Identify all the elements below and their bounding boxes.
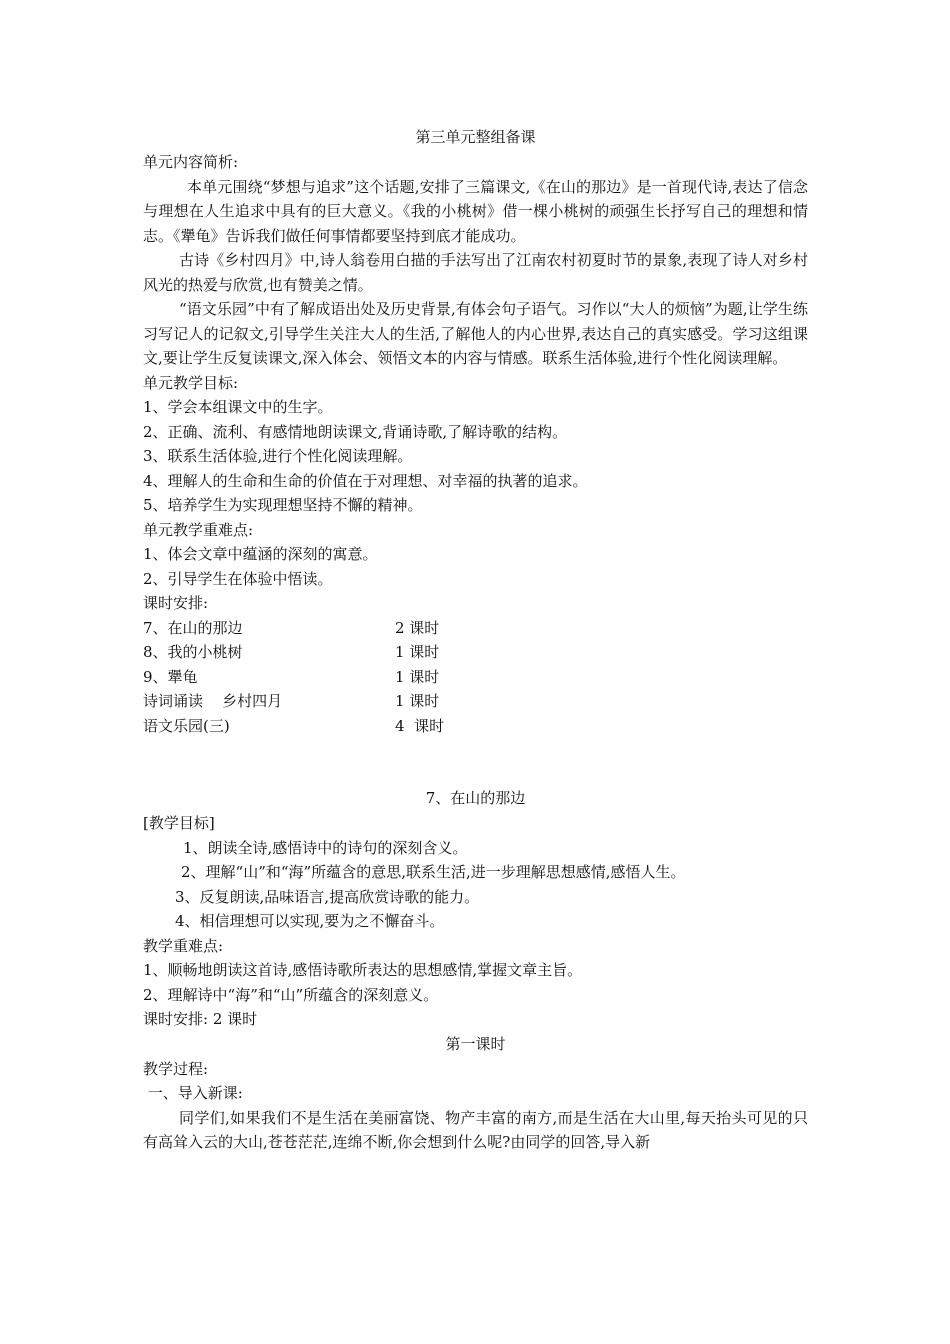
unit-difficulty-heading: 单元教学重难点: (143, 520, 254, 539)
period-title: 第一课时 (445, 1034, 506, 1053)
unit-schedule-heading: 课时安排: (143, 594, 209, 612)
unit-goals-heading: 单元教学目标: (143, 373, 239, 392)
schedule-lesson: 诗词诵读 乡村四月 (143, 692, 283, 710)
schedule-hours: 1 课时 (395, 667, 440, 686)
schedule-row (143, 689, 808, 714)
schedule-row (143, 665, 808, 690)
unit-difficulty-item: 1、体会文章中蕴涵的深刻的寓意。 (143, 545, 378, 563)
lesson-difficulty-item: 2、理解诗中“海”和“山”所蕴含的深刻意义。 (143, 985, 439, 1004)
unit-difficulty-item: 2、引导学生在体验中悟读。 (143, 569, 333, 588)
step1-paragraph: 同学们,如果我们不是生活在美丽富饶、物产丰富的南方,而是生活在大山里,每天抬头可见的只有高耸入云的大山,苍苍茫茫,连绵不断,你会想到什么呢?由同学的回答,导入新 (143, 1108, 808, 1151)
unit-title: 第三单元整组备课 (415, 128, 536, 146)
analysis-paragraph-3: “语文乐园”中有了解成语出处及历史背景,有体会句子语气。习作以“大人的烦恼”为题,让学生练习写记人的记叙文,引导学生关注大人的生活,了解他人的内心世界,表达自己的真实感受。学习这组课文,要让学生反复读课文,深入体会、领悟文本的内容与情感。联系生活体验,进行个性化阅读理解。 (143, 300, 808, 367)
schedule-lesson: 9、犟龟 (143, 667, 198, 686)
lesson-title: 7、在山的那边 (425, 789, 526, 807)
schedule-lesson: 7、在山的那边 (143, 618, 243, 637)
lesson-goal-item: 1、朗读全诗,感悟诗中的诗句的深刻含义。 (183, 838, 468, 857)
analysis-paragraph-2: 古诗《乡村四月》中,诗人翁卷用白描的手法写出了江南农村初夏时节的景象,表现了诗人对乡村风光的热爱与欣赏,也有赞美之情。 (143, 251, 808, 294)
step1-heading: 一、导入新课: (143, 1084, 243, 1102)
schedule-hours: 1 课时 (395, 643, 440, 661)
lesson-goal-item: 2、理解“山”和“海”所蕴含的意思,联系生活,进一步理解思想感情,感悟人生。 (181, 863, 686, 881)
unit-goal-item: 4、理解人的生命和生命的价值在于对理想、对幸福的执著的追求。 (143, 471, 588, 490)
lesson-schedule-line: 课时安排: 2 课时 (143, 1010, 258, 1028)
analysis-paragraph-1: 本单元围绕“梦想与追求”这个话题,安排了三篇课文,《在山的那边》是一首现代诗,表达了信念与理想在人生追求中具有的巨大意义。《我的小桃树》借一棵小桃树的顽强生长抒写自己的理想和情志。《犟龟》告诉我们做任何事情都要坚持到底才能成功。 (143, 177, 808, 245)
schedule-hours: 4 课时 (395, 716, 445, 735)
schedule-row (143, 616, 808, 641)
schedule-row (143, 640, 808, 665)
analysis-heading: 单元内容简析: (143, 153, 239, 171)
lesson-goal-item: 3、反复朗读,品味语言,提高欣赏诗歌的能力。 (175, 887, 480, 906)
section-spacer (143, 738, 808, 786)
schedule-lesson: 8、我的小桃树 (143, 643, 243, 661)
lesson-difficulty-item: 1、顺畅地朗读这首诗,感悟诗歌所表达的思想感情,掌握文章主旨。 (143, 961, 583, 979)
unit-goal-item: 5、培养学生为实现理想坚持不懈的精神。 (143, 496, 423, 514)
schedule-hours: 2 课时 (395, 618, 440, 637)
lesson-goal-item: 4、相信理想可以实现,要为之不懈奋斗。 (175, 912, 445, 930)
lesson-difficulty-heading: 教学重难点: (143, 936, 224, 955)
document-body (143, 125, 808, 1155)
lesson-goals-heading: [教学目标] (143, 814, 215, 832)
unit-goal-item: 2、正确、流利、有感情地朗读课文,背诵诗歌,了解诗歌的结构。 (143, 422, 568, 441)
process-heading: 教学过程: (143, 1059, 209, 1078)
unit-goal-item: 1、学会本组课文中的生字。 (143, 398, 333, 416)
schedule-row (143, 714, 808, 739)
unit-goal-item: 3、联系生活体验,进行个性化阅读理解。 (143, 447, 413, 465)
schedule-hours: 1 课时 (395, 692, 440, 710)
schedule-lesson: 语文乐园(三) (143, 716, 230, 735)
